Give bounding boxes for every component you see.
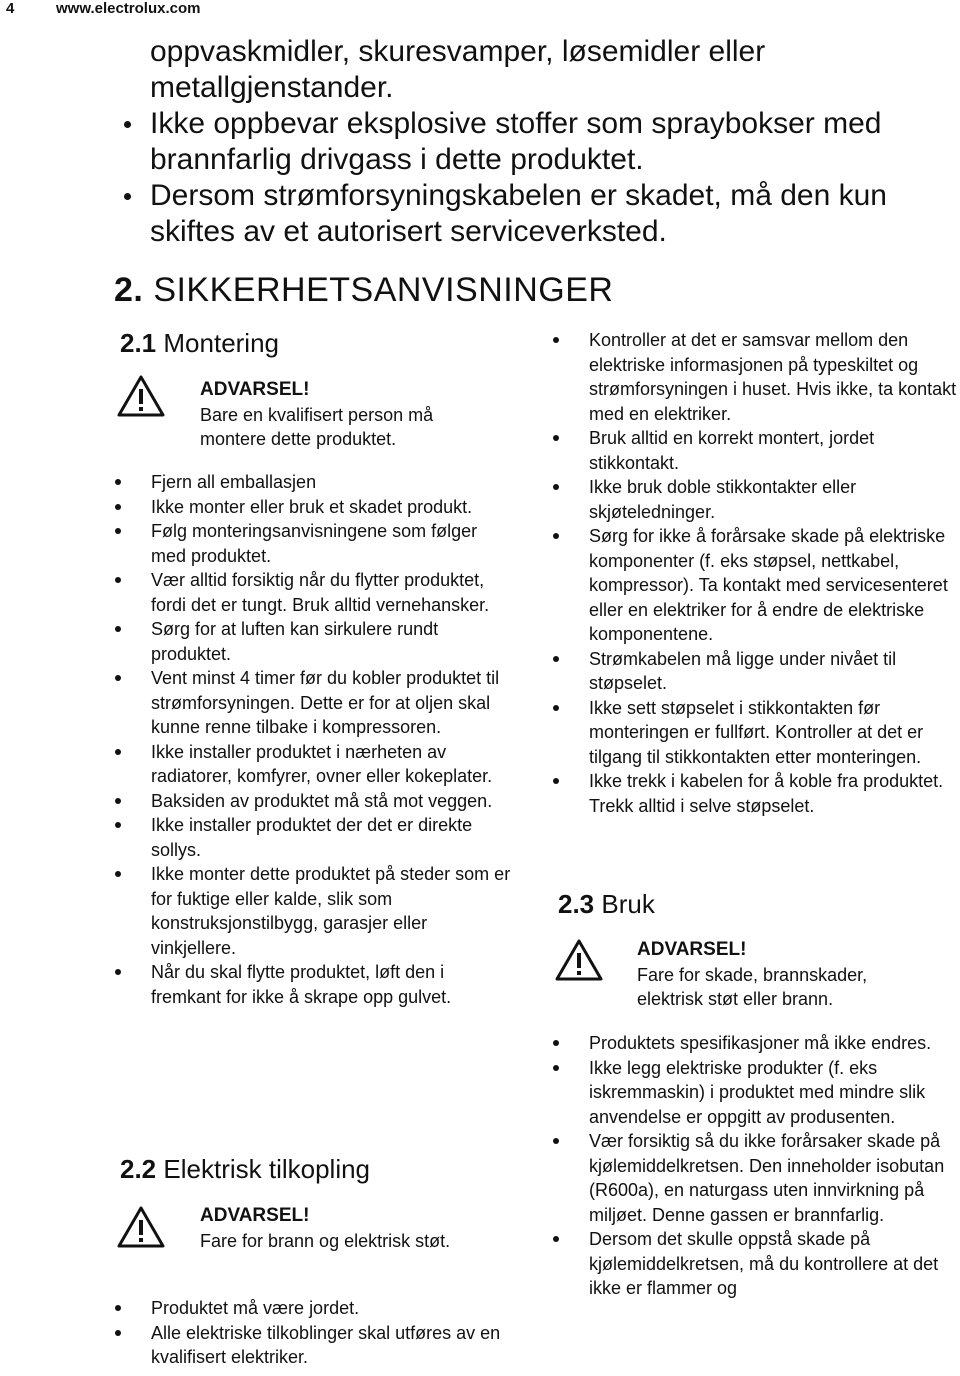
bullet-dot xyxy=(115,626,121,632)
list-item: Vent minst 4 timer før du kobler produktet til strømforsyningen. Dette er for at oljen skal kunne renne tilbake i kompressoren. xyxy=(115,666,515,740)
list-item: Kontroller at det er samsvar mellom den elektriske informasjonen på typeskiltet og strømforsyningen i huset. Hvis ikke, ta kontakt med en elektriker. xyxy=(553,328,958,426)
bullet-dot xyxy=(115,798,121,804)
intro-bullet xyxy=(150,106,950,178)
bullet-dot xyxy=(553,533,559,539)
warning-text: Fare for brann og elektrisk støt. xyxy=(200,1231,451,1251)
right-list xyxy=(553,328,958,818)
bullet-dot xyxy=(553,337,559,343)
list-item: Ikke bruk doble stikkontakter eller skjøteledninger. xyxy=(553,475,958,524)
bruk-list xyxy=(553,1031,958,1301)
list-item: Fjern all emballasjen xyxy=(115,470,515,495)
section-number: 2. xyxy=(114,271,144,309)
intro-bullet xyxy=(150,178,950,250)
bullet-dot xyxy=(115,675,121,681)
bullet-dot xyxy=(115,1305,121,1311)
list-item: Vær forsiktig så du ikke forårsaker skade på kjølemiddelkretsen. Den inneholder isobutan (R600a), en naturgass uten innvirkning på miljøet. Denne gassen er brannfarlig. xyxy=(553,1129,958,1227)
intro-continued-text: oppvaskmidler, skuresvamper, løsemidler eller metallgjenstander. xyxy=(150,35,766,104)
list-item: Ikke installer produktet der det er direkte sollys. xyxy=(115,813,515,862)
list-item: Strømkabelen må ligge under nivået til støpselet. xyxy=(553,647,958,696)
bullet-dot xyxy=(115,822,121,828)
warning-triangle-icon xyxy=(116,1205,166,1249)
warning-text: Fare for skade, brannskader, elektrisk støt eller brann. xyxy=(637,965,868,1009)
warning-triangle-icon xyxy=(554,938,604,982)
subsection-title: Montering xyxy=(163,328,280,358)
bullet-dot xyxy=(115,528,121,534)
section-title: SIKKERHETSANVISNINGER xyxy=(153,271,614,309)
subsection-title: Bruk xyxy=(601,889,655,919)
section-heading xyxy=(114,270,613,310)
montering-list xyxy=(115,470,515,1009)
bullet-dot xyxy=(115,871,121,877)
bullet-dot xyxy=(553,1040,559,1046)
bullet-dot xyxy=(124,121,131,128)
bullet-dot xyxy=(553,1065,559,1071)
list-item: Sørg for ikke å forårsake skade på elektriske komponenter (f. eks støpsel, nettkabel, kompressor). Ta kontakt med servicesenteret eller en elektriker for å endre de elektriske komponentene. xyxy=(553,524,958,647)
warning-text: Bare en kvalifisert person må montere dette produktet. xyxy=(200,405,434,449)
bullet-dot xyxy=(553,435,559,441)
warning-title: ADVARSEL! xyxy=(200,1205,310,1226)
bullet-dot xyxy=(115,749,121,755)
list-item: Følg monteringsanvisningene som følger med produktet. xyxy=(115,519,515,568)
warning-title: ADVARSEL! xyxy=(637,939,747,960)
list-item: Produktet må være jordet. xyxy=(115,1296,515,1321)
elektrisk-list xyxy=(115,1296,515,1370)
subsection-heading-bruk xyxy=(558,888,655,920)
subsection-heading-elektrisk xyxy=(120,1153,370,1185)
subsection-heading-montering xyxy=(120,327,279,359)
bullet-dot xyxy=(115,577,121,583)
bullet-dot xyxy=(553,484,559,490)
bullet-dot xyxy=(553,1236,559,1242)
list-item: Bruk alltid en korrekt montert, jordet stikkontakt. xyxy=(553,426,958,475)
bullet-dot xyxy=(115,504,121,510)
list-item: Ikke sett støpselet i stikkontakten før monteringen er fullført. Kontroller at det er tilgang til stikkontakten etter monteringen. xyxy=(553,696,958,770)
bullet-dot xyxy=(115,479,121,485)
list-item: Ikke monter dette produktet på steder som er for fuktige eller kalde, slik som konstruksjonstilbygg, garasjer eller vinkjellere. xyxy=(115,862,515,960)
list-item: Ikke monter eller bruk et skadet produkt. xyxy=(115,495,515,520)
warning-title: ADVARSEL! xyxy=(200,379,310,400)
warning-triangle-icon xyxy=(116,374,166,418)
list-item: Ikke trekk i kabelen for å koble fra produktet. Trekk alltid i selve støpselet. xyxy=(553,769,958,818)
subsection-number: 2.2 xyxy=(120,1154,157,1184)
bullet-dot xyxy=(553,656,559,662)
subsection-title: Elektrisk tilkopling xyxy=(163,1154,371,1184)
bullet-dot xyxy=(553,1138,559,1144)
list-item: Ikke legg elektriske produkter (f. eks iskremmaskin) i produktet med mindre slik anvendelse er oppgitt av produsenten. xyxy=(553,1056,958,1130)
list-item: Alle elektriske tilkoblinger skal utføres av en kvalifisert elektriker. xyxy=(115,1321,515,1370)
intro-bullet-text: Ikke oppbevar eksplosive stoffer som spraybokser med brannfarlig drivgass i dette produktet. xyxy=(150,107,882,176)
list-item: Dersom det skulle oppstå skade på kjølemiddelkretsen, må du kontrollere at det ikke er flammer og xyxy=(553,1227,958,1301)
bullet-dot xyxy=(115,969,121,975)
subsection-number: 2.3 xyxy=(558,889,595,919)
bullet-dot xyxy=(553,778,559,784)
bullet-dot xyxy=(553,705,559,711)
list-item: Produktets spesifikasjoner må ikke endres. xyxy=(553,1031,958,1056)
bullet-dot xyxy=(124,193,131,200)
list-item: Ikke installer produktet i nærheten av radiatorer, komfyrer, ovner eller kokeplater. xyxy=(115,740,515,789)
bullet-dot xyxy=(115,1330,121,1336)
list-item: Vær alltid forsiktig når du flytter produktet, fordi det er tungt. Bruk alltid vernehansker. xyxy=(115,568,515,617)
intro-bullet-text: Dersom strømforsyningskabelen er skadet, må den kun skiftes av et autorisert serviceverksted. xyxy=(150,179,887,248)
list-item: Sørg for at luften kan sirkulere rundt produktet. xyxy=(115,617,515,666)
site-url: www.electrolux.com xyxy=(56,0,201,17)
list-item: Når du skal flytte produktet, løft den i fremkant for ikke å skrape opp gulvet. xyxy=(115,960,515,1009)
page-number: 4 xyxy=(6,0,15,17)
subsection-number: 2.1 xyxy=(120,328,157,358)
list-item: Baksiden av produktet må stå mot veggen. xyxy=(115,789,515,814)
